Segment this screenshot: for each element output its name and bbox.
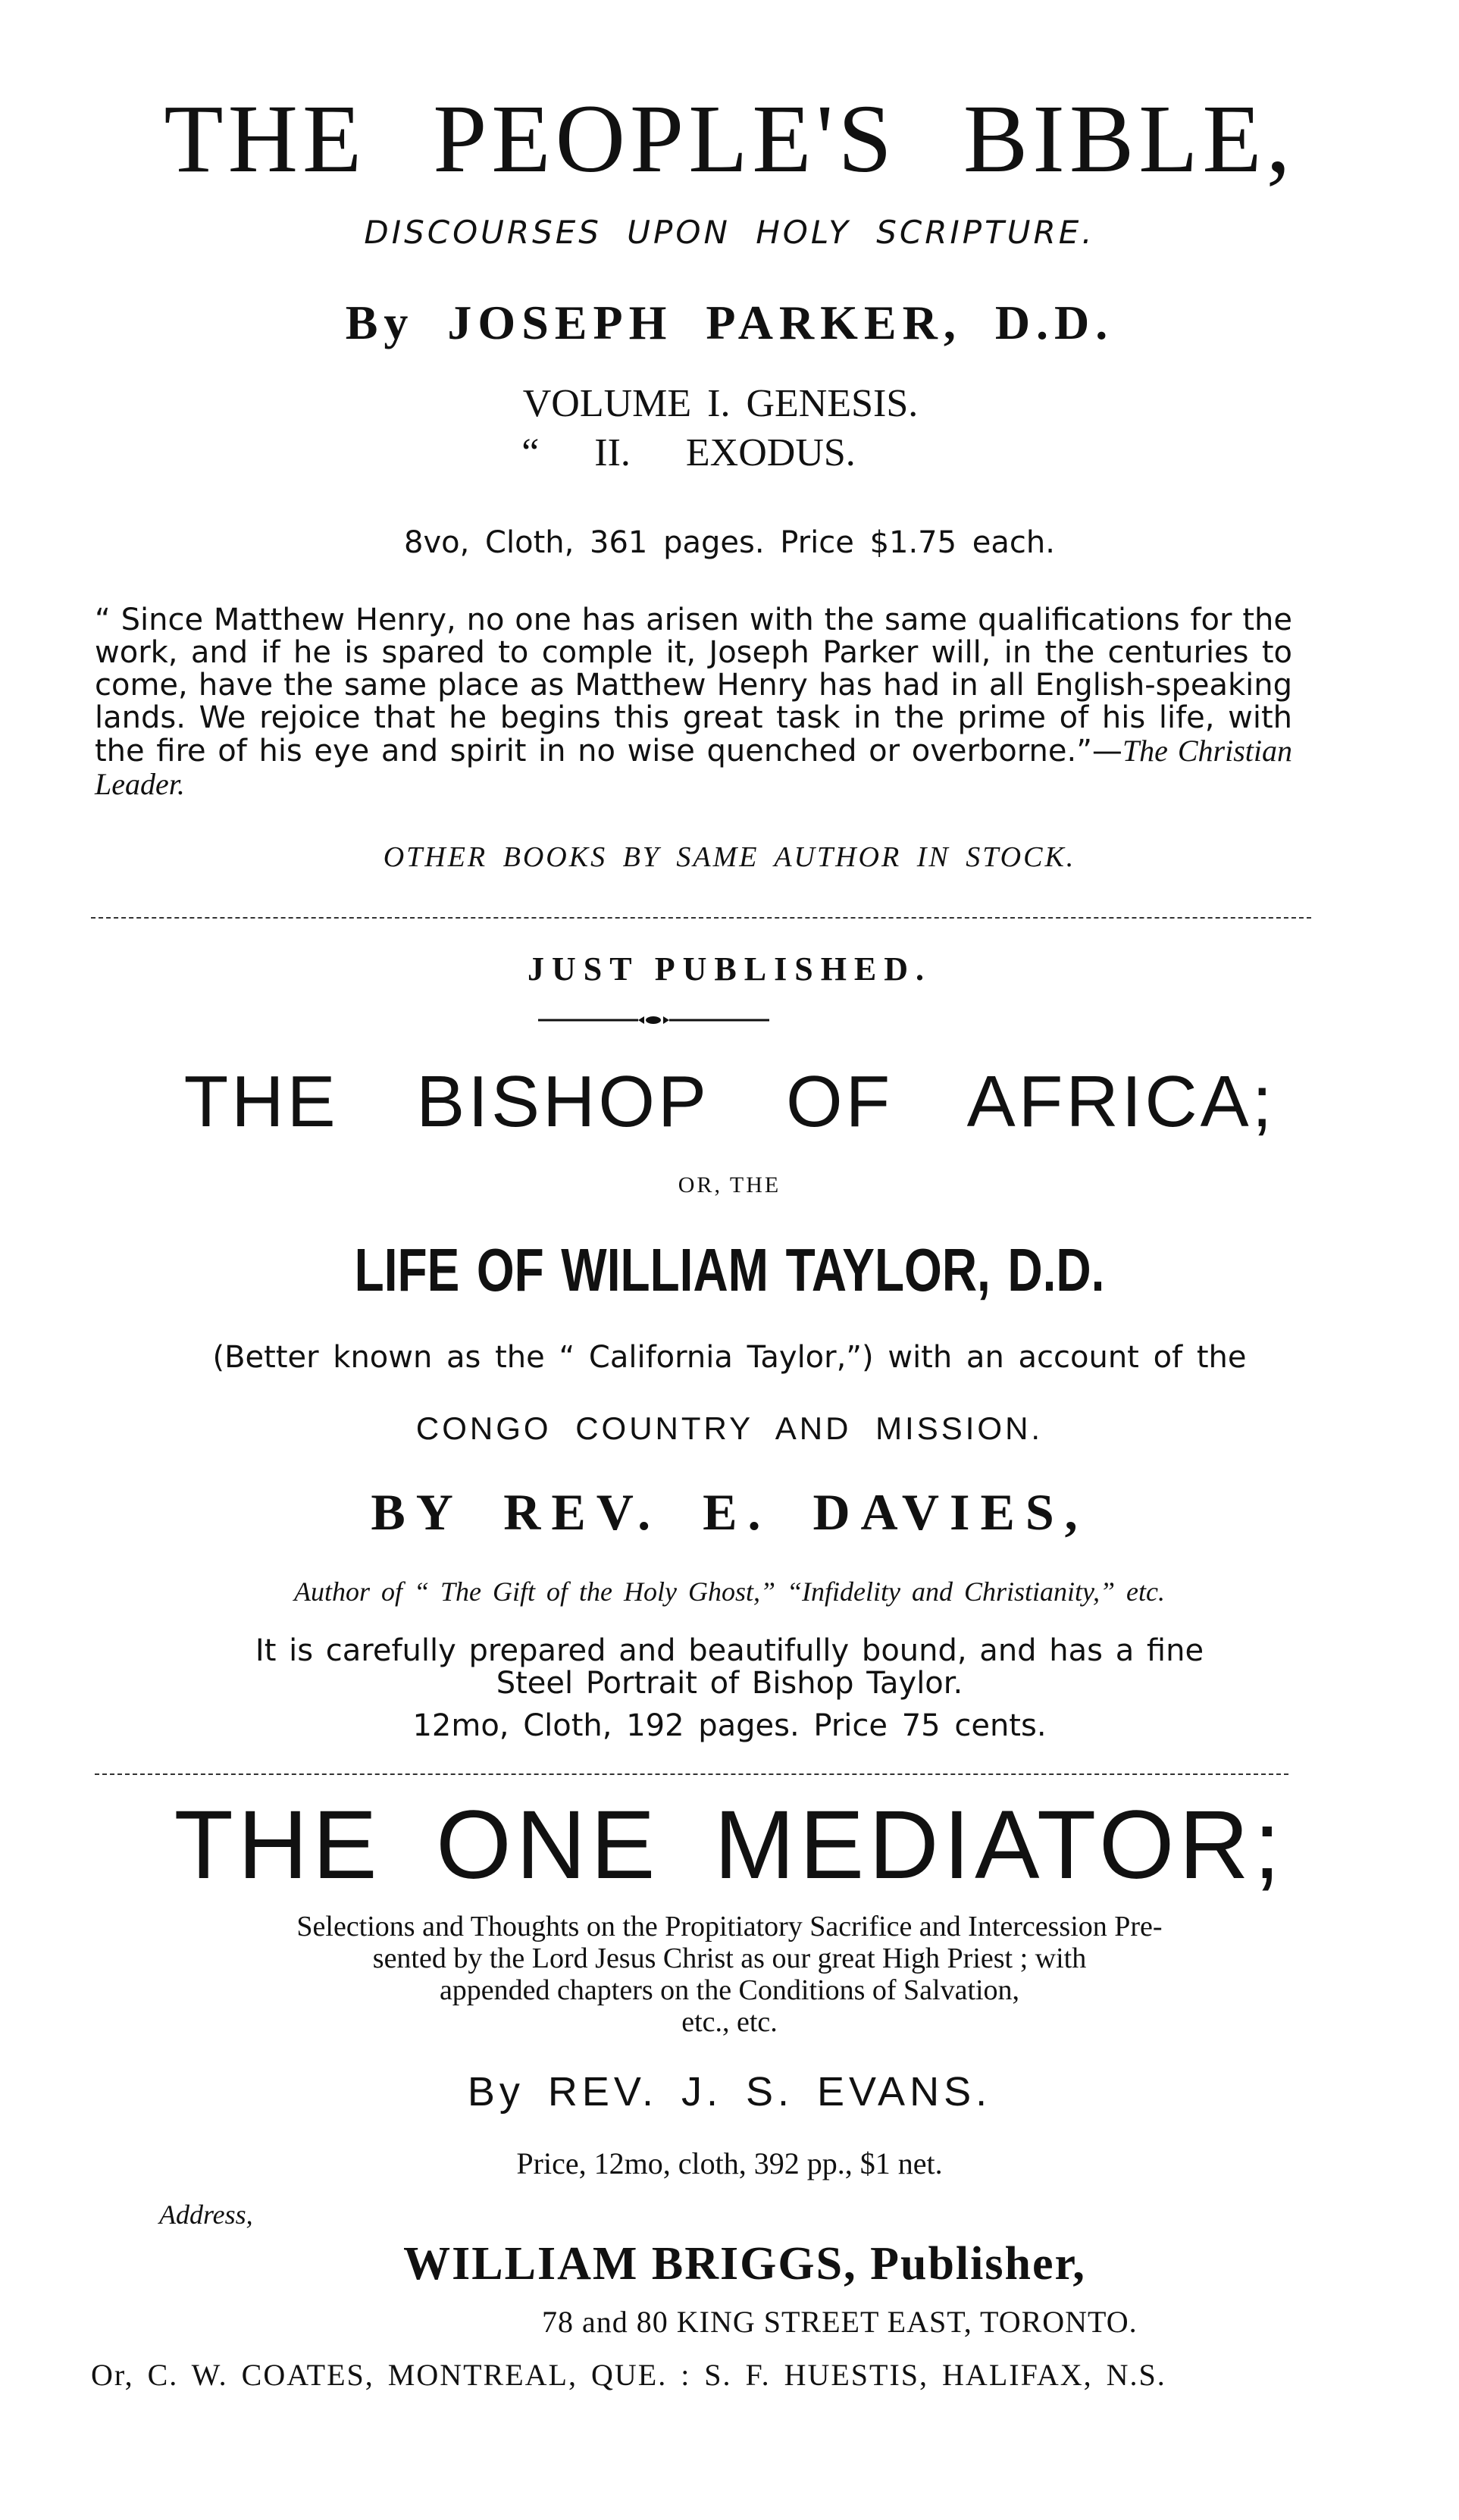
evans-byline: By REV. J. S. EVANS. (467, 2069, 992, 2115)
mediator-desc-line-4: etc., etc. (681, 2006, 778, 2038)
just-published-banner: JUST PUBLISHED. (527, 950, 932, 988)
bishop-price: 12mo, Cloth, 192 pages. Price 75 cents. (412, 1708, 1047, 1743)
california-taylor-note: (Better known as the “ California Taylor,”) with an account of the (212, 1340, 1247, 1375)
review-quote (95, 604, 1292, 801)
davies-byline: BY REV. E. DAVIES, (371, 1483, 1088, 1541)
congo-country-line: CONGO COUNTRY AND MISSION. (415, 1410, 1044, 1446)
mediator-desc-line-1: Selections and Thoughts on the Propitiatory Sacrifice and Intercession Pre- (296, 1911, 1163, 1942)
bishop-desc-line-1: It is carefully prepared and beautifully bound, and has a fine (255, 1633, 1204, 1668)
divider-rule-2 (95, 1773, 1288, 1775)
peoples-bible-price: 8vo, Cloth, 361 pages. Price $1.75 each. (404, 525, 1055, 560)
volume-two-line: “ II. EXODUS. (521, 431, 856, 474)
mediator-desc-line-2: sented by the Lord Jesus Christ as our great High Priest ; with (372, 1942, 1087, 1974)
or-the-line: OR, THE (678, 1172, 781, 1197)
address-label: Address, (159, 2199, 253, 2230)
bishop-desc-line-2: Steel Portrait of Bishop Taylor. (496, 1666, 963, 1701)
author-of-line: Author of “ The Gift of the Holy Ghost,” “Infidelity and Christianity,” etc. (293, 1576, 1165, 1607)
mediator-price: Price, 12mo, cloth, 392 pp., $1 net. (516, 2146, 943, 2180)
peoples-bible-title: THE PEOPLE'S BIBLE, (164, 85, 1295, 193)
review-quote-text: “ Since Matthew Henry, no one has arisen with the same qualifications for the work, and if he is spared to comple it, Joseph Parker will, in the centuries to come, have the same place as Matthew Henry has had in all English-speaking lands. We rejoice that he begins this great task in the prime of his life, with the fire of his eye and spirit in no wise quenched or overborne.”— (95, 603, 1292, 769)
peoples-bible-byline: By JOSEPH PARKER, D.D. (345, 296, 1114, 349)
review-quote-source: The Christian Leader. (95, 734, 1293, 801)
other-agents-line: Or, C. W. COATES, MONTREAL, QUE. : S. F. HUESTIS, HALIFAX, N.S. (91, 2358, 1166, 2392)
peoples-bible-subtitle: DISCOURSES UPON HOLY SCRIPTURE. (364, 214, 1095, 251)
divider-rule-1 (91, 917, 1311, 919)
ornamental-rule (538, 1016, 769, 1025)
bishop-of-africa-title: THE BISHOP OF AFRICA; (183, 1061, 1276, 1142)
publisher-street: 78 and 80 KING STREET EAST, TORONTO. (542, 2305, 1138, 2339)
mediator-desc-line-3: appended chapters on the Conditions of Salvation, (439, 1974, 1020, 2006)
publisher-name: WILLIAM BRIGGS, Publisher, (403, 2238, 1086, 2290)
other-books-note: OTHER BOOKS BY SAME AUTHOR IN STOCK. (383, 841, 1076, 873)
life-of-william-taylor: LIFE OF WILLIAM TAYLOR, D.D. (354, 1236, 1105, 1304)
volume-one-line: VOLUME I. GENESIS. (522, 382, 919, 425)
one-mediator-title: THE ONE MEDIATOR; (174, 1791, 1285, 1899)
